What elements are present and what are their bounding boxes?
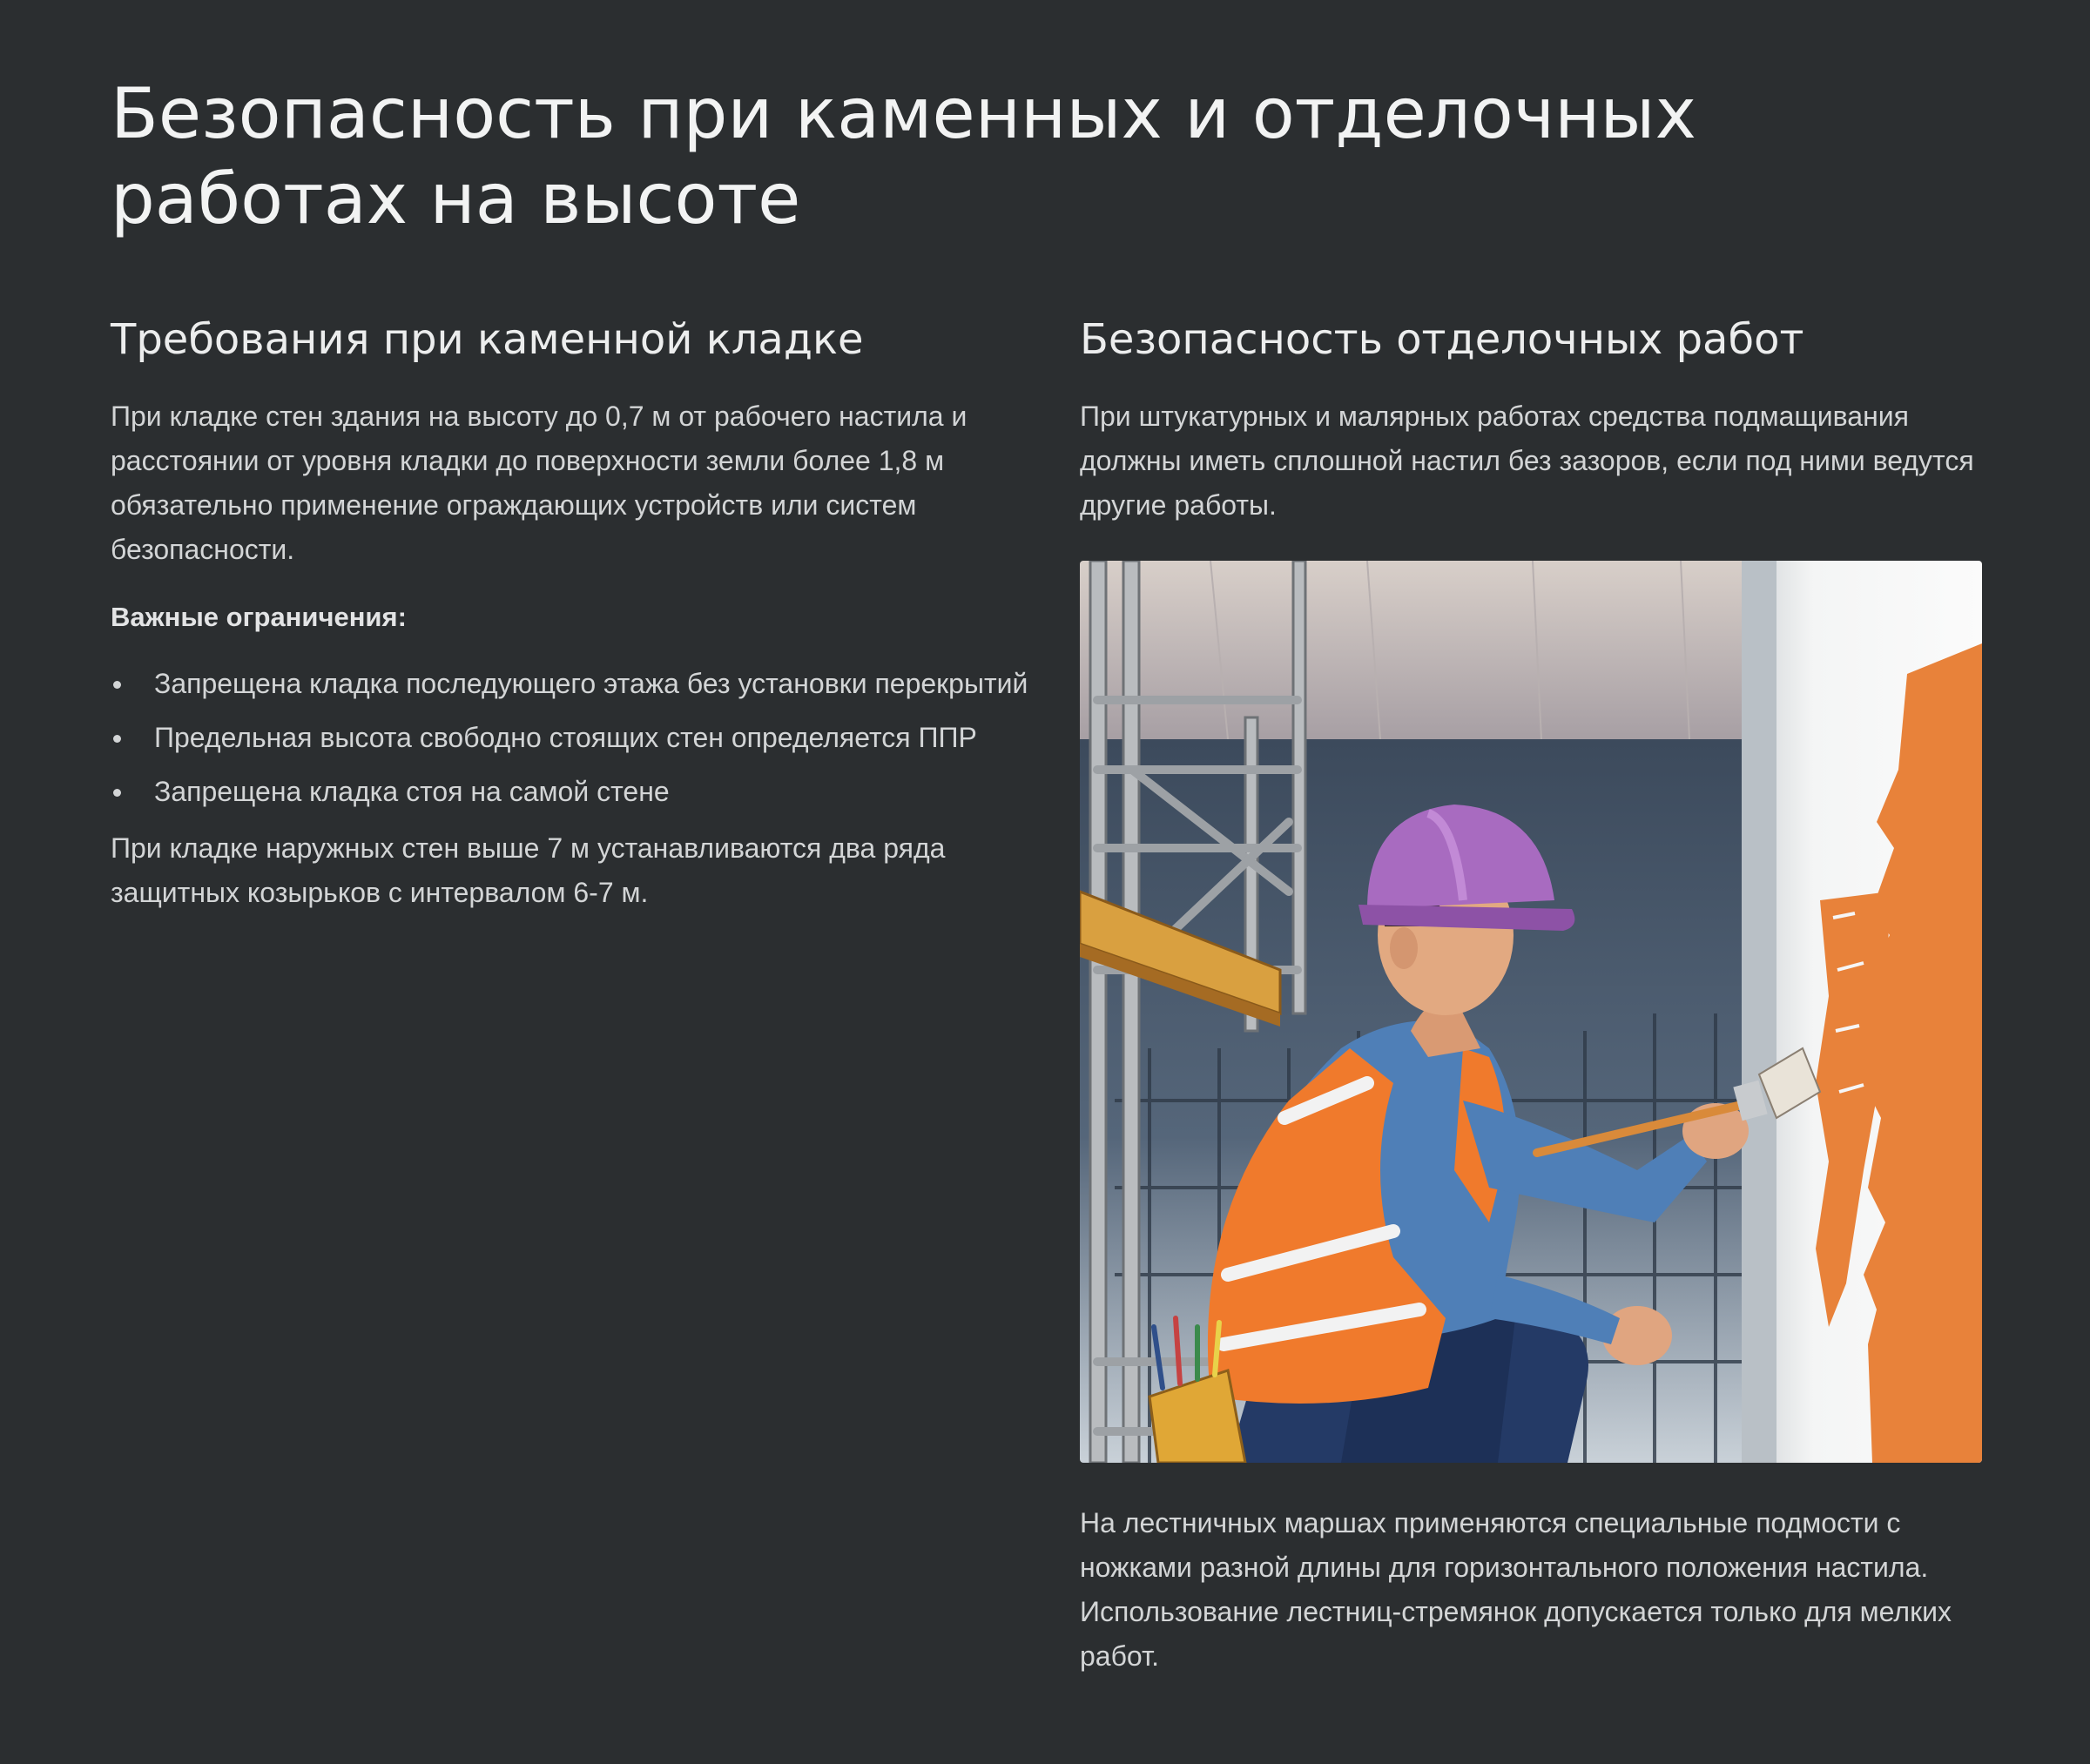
list-item	[111, 662, 1034, 706]
finishing-heading: Безопасность отделочных работ	[1080, 315, 1804, 364]
list-item	[111, 770, 1034, 814]
list-item	[111, 716, 1034, 760]
bullet-dot-icon	[113, 789, 121, 797]
masonry-intro: При кладке стен здания на высоту до 0,7 м от рабочего настила и расстоянии от уровня кладки до поверхности земли более 1,8 м обязательно применение ограждающих устройств или систем безопасности.	[111, 401, 967, 565]
list-item-text: Запрещена кладка стоя на самой стене	[154, 776, 670, 807]
painter-illustration	[1080, 561, 1982, 1463]
restrictions-list	[111, 662, 1034, 814]
painter-illustration-image	[1080, 561, 1982, 1463]
masonry-section	[111, 306, 1034, 915]
bullet-dot-icon	[113, 681, 121, 689]
bullet-dot-icon	[113, 735, 121, 743]
masonry-outro: При кладке наружных стен выше 7 м устанавливаются два ряда защитных козырьков с интервалом 6-7 м.	[111, 832, 946, 908]
finishing-intro: При штукатурных и малярных работах средства подмащивания должны иметь сплошной настил без зазоров, если под ними ведутся другие работы.	[1080, 401, 1974, 521]
list-item-text: Предельная высота свободно стоящих стен определяется ППР	[154, 722, 977, 753]
finishing-section	[1080, 306, 1990, 1679]
masonry-heading: Требования при каменной кладке	[111, 315, 864, 364]
page	[111, 0, 1983, 1764]
page-title: Безопасность при каменных и отделочных работах на высоте	[111, 73, 1696, 239]
finishing-outro: На лестничных маршах применяются специальные подмости с ножками разной длины для горизонтального положения настила. Использование лестниц-стремянок допускается только для мелких работ.	[1080, 1507, 1952, 1672]
restrictions-label: Важные ограничения:	[111, 602, 407, 632]
list-item-text: Запрещена кладка последующего этажа без установки перекрытий	[154, 668, 1028, 699]
